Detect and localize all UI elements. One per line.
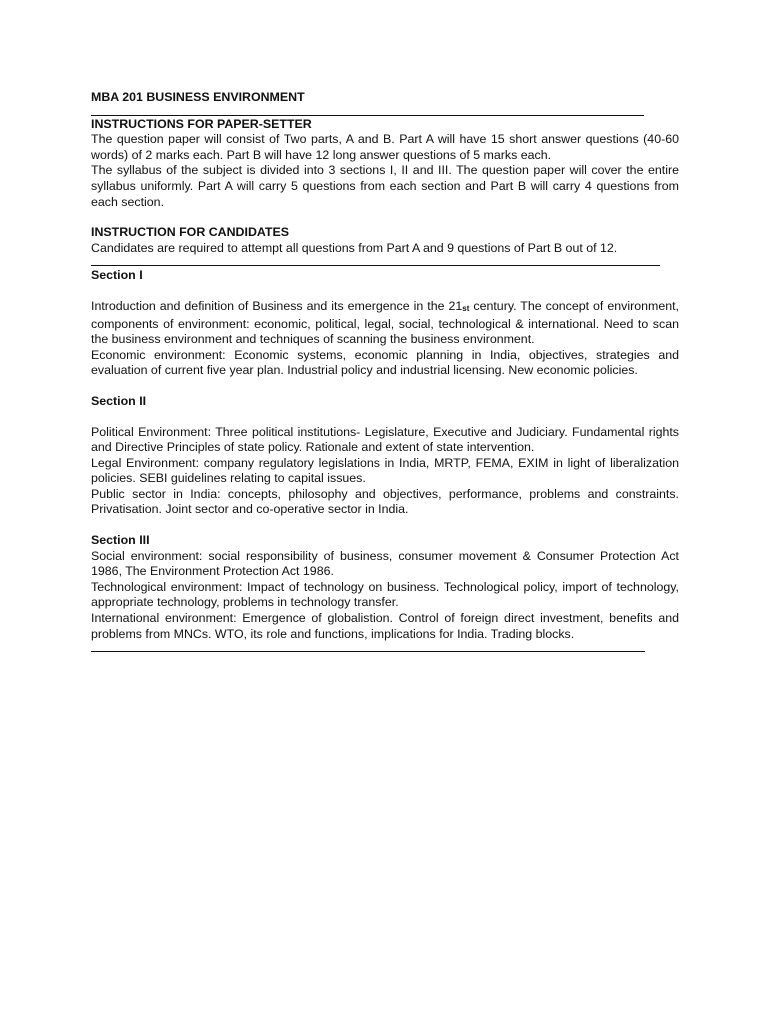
spacer [91,210,679,225]
paper-setter-paragraph: The syllabus of the subject is divided into 3 sections I, II and III. The question paper will cover the entire syllabus uniformly. Part A will carry 5 questions from each section and Part B will carry 4 questions from each section. [91,163,679,209]
spacer [91,379,679,394]
section-2-paragraph: Legal Environment: company regulatory legislations in India, MRTP, FEMA, EXIM in light of liberalization policies. SEBI guidelines relating to capital issues. [91,455,679,486]
section-1-paragraph: Economic environment: Economic systems, economic planning in India, objectives, strategies and evaluation of current five year plan. Industrial policy and industrial licensing. New economic policies. [91,347,679,378]
section-3-heading: Section III [91,533,150,548]
candidates-paragraph: Candidates are required to attempt all questions from Part A and 9 questions of Part B out of 12. [91,240,618,255]
section-2-heading: Section II [91,393,147,408]
paper-setter-heading: INSTRUCTIONS FOR PAPER-SETTER [91,116,312,131]
spacer [91,518,679,533]
spacer [91,284,679,299]
section-2-paragraph: Public sector in India: concepts, philosophy and objectives, performance, problems and constraints. Privatisation. Joint sector and co-operative sector in India. [91,486,679,517]
section-1-text: century. The concept of environment, components of environment: economic, political, legal, social, technological & international. Need to scan the business environment and techniques of scanning the business environment. [91,298,679,347]
candidates-heading: INSTRUCTION FOR CANDIDATES [91,225,290,240]
section-3-paragraph: International environment: Emergence of globalistion. Control of foreign direct investment, benefits and problems from MNCs. WTO, its role and functions, implications for India. Trading blocks. [91,611,679,641]
section-1-paragraph [91,299,679,348]
section-3-paragraph: Social environment: social responsibility of business, consumer movement & Consumer Protection Act 1986, The Environment Protection Act 1986. [91,548,679,579]
horizontal-rule [91,106,644,116]
section-2-paragraph: Political Environment: Three political institutions- Legislature, Executive and Judiciary. Fundamental rights and Directive Principles of state policy. Rationale and extent of state intervention. [91,424,679,455]
spacer [91,410,679,425]
horizontal-rule [91,642,645,652]
section-1-text: Introduction and definition of Business and its emergence in the 21 [91,298,463,313]
document-page [91,90,679,652]
section-3-paragraph: Technological environment: Impact of technology on business. Technological policy, import of technology, appropriate technology, problems in technology transfer. [91,579,679,610]
paper-setter-paragraph: The question paper will consist of Two parts, A and B. Part A will have 15 short answer questions (40-60 words) of 2 marks each. Part B will have 12 long answer questions of 5 marks each. [91,132,679,162]
document-title: MBA 201 BUSINESS ENVIRONMENT [91,90,305,104]
section-1-heading: Section I [91,268,143,283]
ordinal-suffix: st [462,303,470,313]
horizontal-rule [91,256,660,266]
